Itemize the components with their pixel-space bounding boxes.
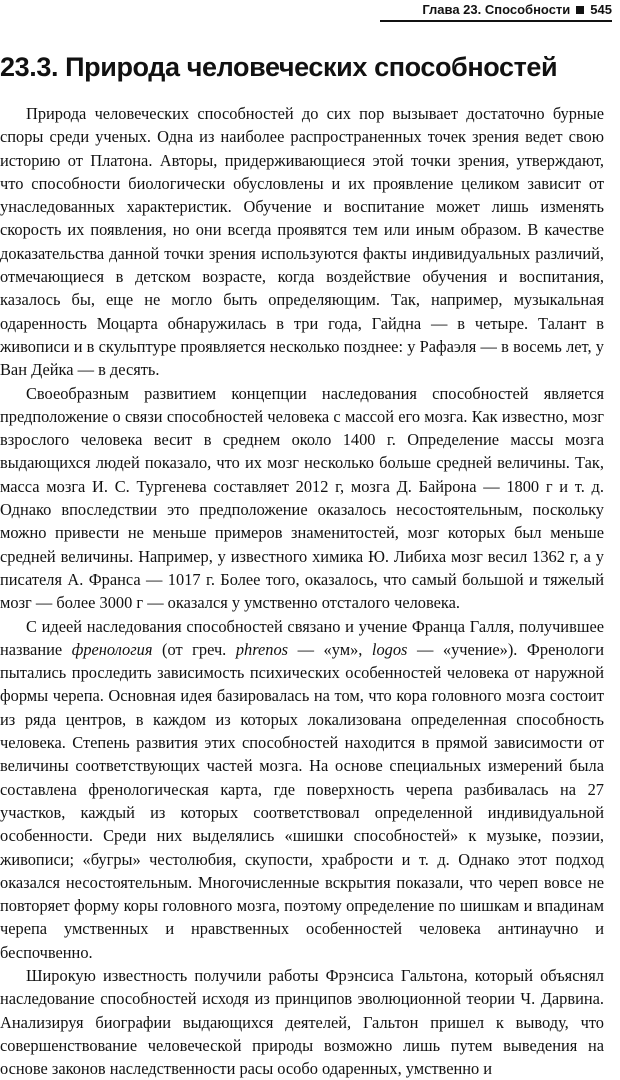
chapter-title: Глава 23. Способности bbox=[422, 2, 571, 17]
text-run: Природа человеческих способностей до сих пор вызывает достаточно бурные споры среди ученых. Одна из наиболее распространенных точек зрения ведет свою историю от Платона. Авторы, придерживающиеся этой точки зрения, утверждают, что способности биологически обусловлены и их проявление целиком зависит от унаследованных характеристик. Обучение и воспитание может лишь изменять скорость их появления, но они всегда проявятся тем или иным образом. В качестве доказательства данной точки зрения используются факты индивидуальных различий, отмечающиеся в детском возрасте, когда воздействие обучения и воспитания, казалось бы, еще не могло быть определяющим. Так, например, музыкальная одаренность Моцарта обнаружилась в три года, Гайдна — в четыре. Талант в живописи и в скульптуре проявляется несколько позднее: у Рафаэля — в восемь лет, у Ван Дейка — в десять. bbox=[0, 104, 604, 380]
running-head bbox=[380, 0, 612, 22]
text-run: Широкую известность получили работы Фрэнсиса Гальтона, который объяснял наследование способностей исходя из принципов эволюционной теории Ч. Дарвина. Анализируя биографии выдающихся деятелей, Гальтон пришел к выводу, что совершенствование человеческой природы возможно лишь путем выведения на основе законов наследственности расы особо одаренных, умственно и bbox=[0, 965, 604, 1079]
text-run: С идеей наследования способностей связано и учение Франца Галля, получившее название bbox=[0, 616, 604, 659]
section-title: 23.3. Природа человеческих способностей bbox=[0, 52, 558, 82]
text-run: (от греч. bbox=[152, 639, 236, 659]
text-run: — «учение»). Френологи пытались проследить зависимость психических особенностей человека от наружной формы черепа. Основная идея базировалась на том, что кора головного мозга состоит из ряда центров, в каждом из которых локализована определенная способность человека. Степень развития этих способностей находится в прямой зависимости от величины соответствующих частей мозга. На основе специальных измерений была составлена френологическая карта, где поверхность черепа разбивалась на 27 участков, каждый из которых соответствовал определенной индивидуальной особенности. Среди них выделялись «шишки способностей» к музыке, поэзии, живописи; «бугры» честолюбия, скупости, храбрости и т. д. Однако этот подход оказался несостоятельным. Многочисленные вскрытия показали, что череп вовсе не повторяет форму коры головного мозга, поэтому определение по шишкам и впадинам черепа умственных и нравственных особенностей человека антинаучно и беспочвенно. bbox=[0, 639, 604, 962]
italic-term: phrenos bbox=[235, 639, 289, 659]
text-run: Своеобразным развитием концепции наследования способностей является предположение о связи способностей человека с массой его мозга. Как известно, мозг взрослого человека весит в среднем около 1400 г. Определение массы мозга выдающихся людей показало, что их мозг несколько больше средней величины. Так, масса мозга И. С. Тургенева составляет 2012 г, мозга Д. Байрона — 1800 г и т. д. Однако впоследствии это предположение оказалось несостоятельным, поскольку можно привести не меньше примеров знаменитостей, мозг которых был меньше средней величины. Например, у известного химика Ю. Либиха мозг весил 1362 г, а у писателя А. Франса — 1017 г. Более того, оказалось, что самый большой и тяжелый мозг — более 3000 г — оказался у умственно отсталого человека. bbox=[0, 383, 604, 613]
paragraph bbox=[0, 615, 604, 964]
italic-term: logos bbox=[371, 639, 408, 659]
page-number: 545 bbox=[590, 2, 612, 17]
italic-term: френология bbox=[71, 639, 153, 659]
square-bullet-icon bbox=[576, 6, 584, 14]
paragraph bbox=[0, 382, 604, 615]
text-run: — «ум», bbox=[288, 639, 372, 659]
paragraph bbox=[0, 102, 604, 382]
paragraph bbox=[0, 964, 604, 1080]
body-text bbox=[0, 102, 604, 1080]
